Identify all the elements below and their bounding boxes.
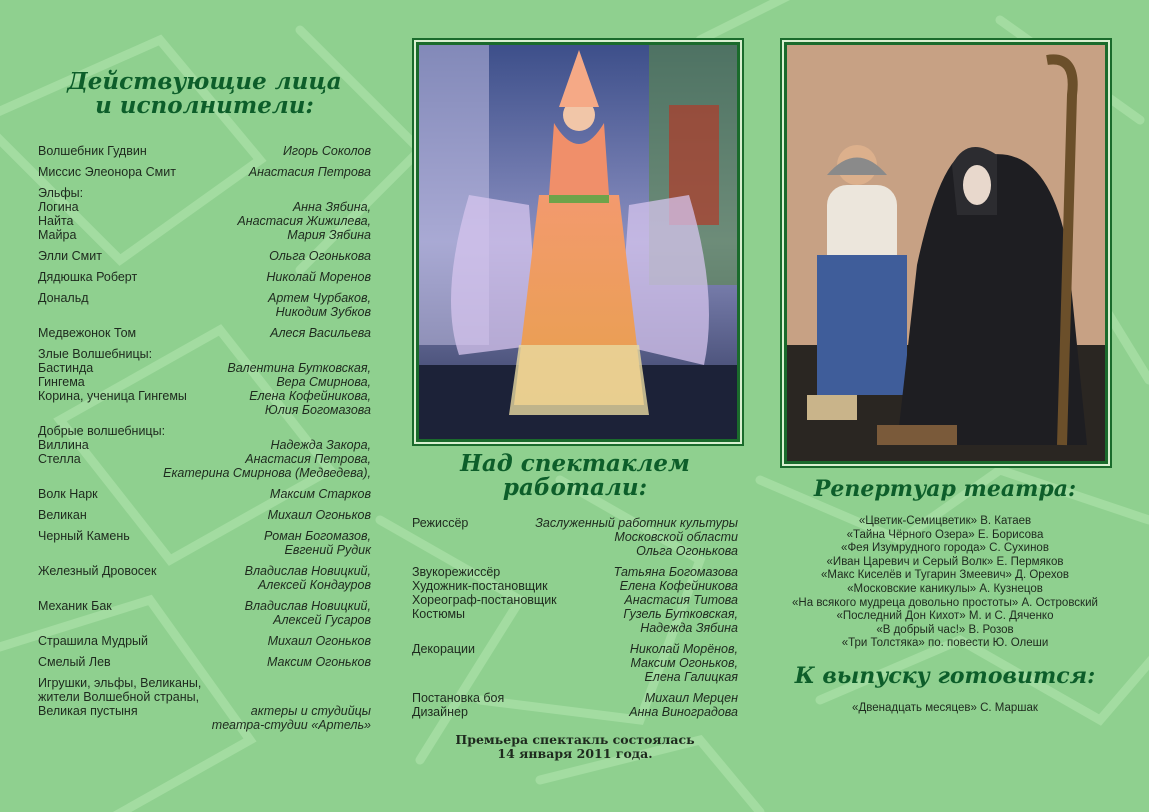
crew-person: Заслуженный работник культуры: [535, 516, 738, 531]
cast-group: [38, 529, 371, 557]
cast-person: Владислав Новицкий,: [244, 564, 371, 579]
repertoire-item: [780, 583, 1110, 597]
cast-role: Эльфы:: [38, 186, 84, 201]
crew-row: [412, 607, 738, 621]
play-author: А. Островский: [1021, 596, 1098, 609]
crew-row: [412, 656, 738, 670]
play-title: «Двенадцать месяцев»: [852, 702, 977, 715]
cast-group: [38, 508, 371, 522]
cast-row: [38, 326, 371, 340]
cast-role: Элли Смит: [38, 249, 102, 264]
cast-row: [38, 389, 371, 403]
cast-person: Ольга Огонькова: [269, 249, 371, 264]
cast-role: Гингема: [38, 375, 85, 390]
cast-person: Елена Кофейникова,: [249, 389, 371, 404]
cast-heading-line2: и исполнители:: [95, 92, 314, 120]
cast-person: Анастасия Петрова: [248, 165, 371, 180]
cast-group: [38, 144, 371, 158]
repertoire-item: [780, 624, 1110, 638]
crew-group: [412, 516, 738, 558]
play-title: «В добрый час!»: [876, 623, 966, 636]
play-author: по. повести Ю. Олеши: [928, 637, 1049, 650]
cast-person: театра-студии «Артель»: [211, 718, 371, 733]
cast-group: [38, 655, 371, 669]
cast-row: [38, 144, 371, 158]
crew-role: Режиссёр: [412, 516, 469, 531]
cast-row: [38, 487, 371, 501]
crew-row: [412, 516, 738, 530]
cast-group: [38, 564, 371, 592]
repertoire-item: [780, 597, 1110, 611]
cast-person: Анна Зябина,: [292, 200, 371, 215]
cast-role: Механик Бак: [38, 599, 112, 614]
crew-role: Звукорежиссёр: [412, 565, 501, 580]
cast-role: Майра: [38, 228, 77, 243]
cast-person: Мария Зябина: [287, 228, 371, 243]
cast-row: [38, 543, 371, 557]
cast-group: [38, 424, 371, 480]
cast-role: Стелла: [38, 452, 81, 467]
crew-person: Анастасия Титова: [624, 593, 738, 608]
repertoire-section: [780, 478, 1110, 716]
cast-role: Смелый Лев: [38, 655, 111, 670]
crew-row: [412, 544, 738, 558]
cast-person: Анастасия Петрова,: [245, 452, 371, 467]
cast-person: Евгений Рудик: [284, 543, 371, 558]
cast-role: Корина, ученица Гингемы: [38, 389, 187, 404]
repertoire-item: [780, 556, 1110, 570]
cast-person: актеры и студийцы: [250, 704, 371, 719]
cast-role: Злые Волшебницы:: [38, 347, 153, 362]
cast-person: Никодим Зубков: [275, 305, 371, 320]
play-author: Д. Орехов: [1015, 569, 1069, 582]
upcoming-heading: К выпуску готовится:: [794, 663, 1096, 690]
repertoire-item: [780, 702, 1110, 716]
cast-group: [38, 270, 371, 284]
repertoire-item: [780, 610, 1110, 624]
cast-role: Добрые волшебницы:: [38, 424, 166, 439]
cast-role: Великая пустыня: [38, 704, 138, 719]
crew-row: [412, 621, 738, 635]
cast-row: [38, 249, 371, 263]
crew-row: [412, 670, 738, 684]
crew-person: Анна Виноградова: [629, 705, 738, 720]
play-author: Е. Борисова: [977, 528, 1044, 541]
cast-person: Валентина Бутковская,: [227, 361, 371, 376]
cast-row: [38, 375, 371, 389]
cast-group: [38, 487, 371, 501]
witch-photo-image: [787, 45, 1105, 461]
play-author: М. и С. Дяченко: [968, 610, 1054, 623]
cast-person: Максим Огоньков: [266, 655, 371, 670]
cast-list: [38, 144, 371, 732]
crew-role: Дизайнер: [412, 705, 468, 720]
cast-row: [38, 424, 371, 438]
play-author: А. Кузнецов: [979, 583, 1043, 596]
cast-row: [38, 228, 371, 242]
play-author: Е. Пермяков: [996, 555, 1064, 568]
cast-heading-line1: Действующие лица: [67, 68, 342, 95]
cast-row: [38, 270, 371, 284]
cast-role: Найта: [38, 214, 74, 229]
cast-role: Волк Нарк: [38, 487, 98, 502]
cast-role: Дядюшка Роберт: [38, 270, 138, 285]
crew-section: [412, 452, 738, 761]
cast-row: [38, 291, 371, 305]
cast-role: Логина: [38, 200, 79, 215]
cast-role: Виллина: [38, 438, 89, 453]
cast-group: [38, 676, 371, 732]
cast-group: [38, 326, 371, 340]
cast-role: Страшила Мудрый: [38, 634, 148, 649]
cast-person: Анастасия Жижилева,: [237, 214, 371, 229]
repertoire-item: [780, 637, 1110, 651]
crew-heading-line1: Над спектаклем: [460, 450, 690, 477]
cast-row: [38, 564, 371, 578]
cast-role: Бастинда: [38, 361, 94, 376]
cast-group: [38, 249, 371, 263]
upcoming-list: [780, 702, 1110, 716]
play-title: «Фея Изумрудного города»: [841, 542, 986, 555]
cast-heading: [38, 70, 371, 118]
repertoire-item: [780, 529, 1110, 543]
crew-person: Елена Галицкая: [644, 670, 738, 685]
cast-role: Миссис Элеонора Смит: [38, 165, 176, 180]
cast-group: [38, 347, 371, 417]
cast-role: Великан: [38, 508, 87, 523]
crew-person: Елена Кофейникова: [619, 579, 738, 594]
crew-row: [412, 530, 738, 544]
repertoire-item: [780, 542, 1110, 556]
cast-row: [38, 186, 371, 200]
cast-row: [38, 599, 371, 613]
cast-row: [38, 634, 371, 648]
crew-group: [412, 642, 738, 684]
cast-role: жители Волшебной страны,: [38, 690, 200, 705]
crew-heading: [412, 452, 738, 500]
cast-person: Михаил Огоньков: [267, 508, 371, 523]
crew-group: [412, 565, 738, 635]
cast-person: Екатерина Смирнова (Медведева),: [163, 466, 371, 481]
cast-row: [38, 613, 371, 627]
cast-role: Черный Камень: [38, 529, 130, 544]
cast-group: [38, 165, 371, 179]
crew-row: [412, 579, 738, 593]
cast-row: [38, 214, 371, 228]
cast-row: [38, 347, 371, 361]
crew-person: Гузель Бутковская,: [623, 607, 738, 622]
repertoire-list: [780, 515, 1110, 651]
cast-section: [38, 70, 371, 739]
cast-person: Николай Моренов: [266, 270, 371, 285]
fairy-photo-image: [419, 45, 737, 439]
crew-role: Декорации: [412, 642, 476, 657]
cast-person: Алексей Гусаров: [273, 613, 371, 628]
crew-row: [412, 691, 738, 705]
cast-row: [38, 466, 371, 480]
repertoire-heading: Репертуар театра:: [813, 476, 1077, 502]
premiere-note: [412, 733, 738, 761]
premiere-line1: Премьера спектакль состоялась: [455, 732, 695, 748]
cast-person: Вера Смирнова,: [276, 375, 371, 390]
crew-row: [412, 642, 738, 656]
cast-row: [38, 718, 371, 732]
play-title: «Макс Киселёв и Тугарин Змеевич»: [821, 569, 1012, 582]
cast-row: [38, 655, 371, 669]
play-author: В. Розов: [968, 623, 1014, 636]
repertoire-item: [780, 515, 1110, 529]
play-author: В. Катаев: [980, 515, 1032, 528]
repertoire-item: [780, 569, 1110, 583]
cast-row: [38, 438, 371, 452]
cast-role: Медвежонок Том: [38, 326, 137, 341]
crew-row: [412, 593, 738, 607]
crew-row: [412, 565, 738, 579]
crew-role: Костюмы: [412, 607, 466, 622]
photo-witch-and-old-man: [784, 42, 1108, 464]
cast-person: Максим Старков: [269, 487, 371, 502]
cast-group: [38, 599, 371, 627]
cast-row: [38, 452, 371, 466]
crew-heading-line2: работали:: [502, 474, 648, 502]
cast-group: [38, 186, 371, 242]
play-title: «Три Толстяка»: [841, 637, 925, 650]
crew-person: Николай Морёнов,: [629, 642, 738, 657]
crew-person: Татьяна Богомазова: [613, 565, 738, 580]
cast-row: [38, 704, 371, 718]
cast-row: [38, 578, 371, 592]
crew-list: [412, 516, 738, 719]
play-title: «На всякого мудреца довольно простоты»: [792, 596, 1019, 609]
play-title: «Московские каникулы»: [847, 583, 977, 596]
crew-person: Московской области: [614, 530, 738, 545]
play-title: «Иван Царевич и Серый Волк»: [826, 555, 994, 568]
cast-person: Юлия Богомазова: [264, 403, 371, 418]
cast-person: Михаил Огоньков: [267, 634, 371, 649]
cast-group: [38, 634, 371, 648]
cast-row: [38, 508, 371, 522]
cast-row: [38, 165, 371, 179]
crew-person: Надежда Зябина: [640, 621, 738, 636]
cast-row: [38, 361, 371, 375]
cast-role: Железный Дровосек: [38, 564, 157, 579]
crew-row: [412, 705, 738, 719]
photo-fairy-costume: [416, 42, 740, 442]
cast-person: Роман Богомазов,: [264, 529, 371, 544]
cast-role: Игрушки, эльфы, Великаны,: [38, 676, 202, 691]
crew-role: Постановка боя: [412, 691, 505, 706]
crew-person: Михаил Мерцен: [644, 691, 738, 706]
cast-row: [38, 200, 371, 214]
crew-person: Ольга Огонькова: [636, 544, 738, 559]
play-title: «Последний Дон Кихот»: [836, 610, 966, 623]
cast-row: [38, 305, 371, 319]
premiere-line2: 14 января 2011 года.: [497, 746, 653, 762]
cast-group: [38, 291, 371, 319]
play-title: «Цветик-Семицветик»: [858, 515, 978, 528]
cast-person: Игорь Соколов: [282, 144, 371, 159]
cast-row: [38, 403, 371, 417]
play-title: «Тайна Чёрного Озера»: [846, 528, 975, 541]
cast-role: Волшебник Гудвин: [38, 144, 147, 159]
cast-role: Дональд: [38, 291, 89, 306]
play-author: С. Сухинов: [989, 542, 1049, 555]
cast-person: Алексей Кондауров: [257, 578, 371, 593]
cast-row: [38, 690, 371, 704]
crew-role: Хореограф-постановщик: [412, 593, 557, 608]
crew-person: Максим Огоньков,: [630, 656, 738, 671]
cast-row: [38, 529, 371, 543]
cast-person: Алеся Васильева: [270, 326, 371, 341]
cast-row: [38, 676, 371, 690]
crew-group: [412, 691, 738, 719]
play-author: С. Маршак: [980, 702, 1038, 715]
cast-person: Артем Чурбаков,: [267, 291, 371, 306]
cast-person: Владислав Новицкий,: [244, 599, 371, 614]
cast-person: Надежда Закора,: [270, 438, 371, 453]
crew-role: Художник-постановщик: [412, 579, 548, 594]
